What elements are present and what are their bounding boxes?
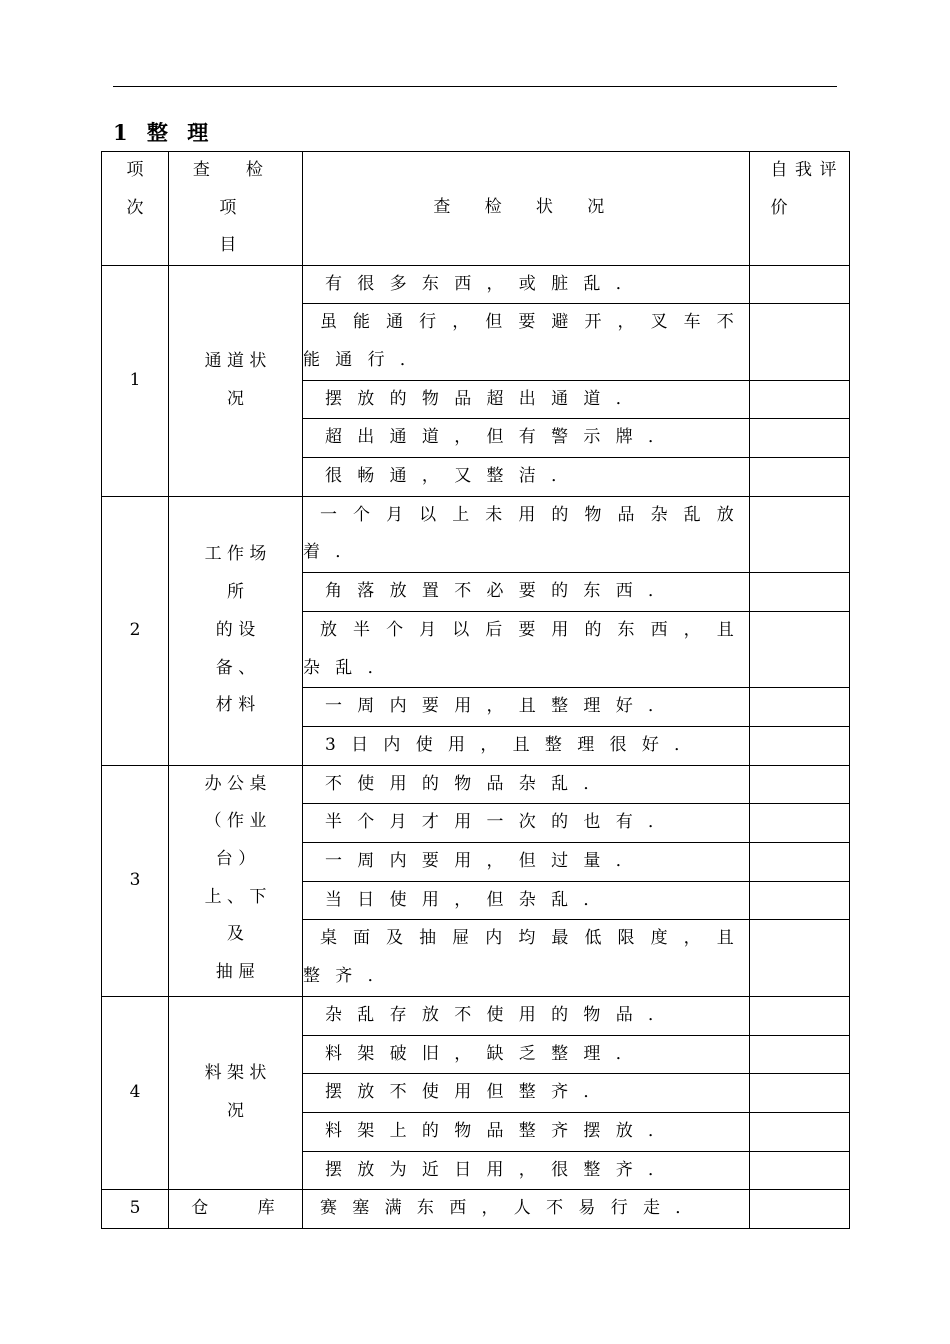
table-row: [102, 996, 850, 1035]
condition-cell: 很畅通，又整洁．: [303, 458, 750, 497]
condition-cell: 不使用的物品杂乱．: [303, 765, 750, 804]
header-no: 项次: [102, 152, 169, 266]
condition-cell: 赛塞满东西，人不易行走．: [303, 1190, 750, 1229]
self-eval-cell: [750, 843, 850, 882]
inspection-table: [101, 151, 850, 1229]
header-self-eval: 自我评价: [750, 152, 850, 266]
self-eval-cell: [750, 1074, 850, 1113]
section-4-item: 料 架 状 况: [169, 996, 303, 1190]
self-eval-cell: [750, 996, 850, 1035]
header-rule: [113, 86, 837, 87]
header-row: [102, 152, 850, 266]
self-eval-cell: [750, 419, 850, 458]
condition-cell: 桌面及抽屉内均最低限度，且整齐．: [303, 920, 750, 996]
self-eval-cell: [750, 1190, 850, 1229]
self-eval-cell: [750, 1035, 850, 1074]
condition-cell: 虽能通行，但要避开，叉车不能通行．: [303, 304, 750, 380]
condition-cell: 一个月以上未用的物品杂乱放着．: [303, 496, 750, 572]
condition-cell: 杂乱存放不使用的物品．: [303, 996, 750, 1035]
condition-cell: 半个月才用一次的也有．: [303, 804, 750, 843]
section-3-no: 3: [102, 765, 169, 996]
self-eval-cell: [750, 920, 850, 996]
self-eval-cell: [750, 726, 850, 765]
condition-cell: 摆放不使用但整齐．: [303, 1074, 750, 1113]
self-eval-cell: [750, 611, 850, 687]
condition-cell: 摆放为近日用，很整齐．: [303, 1151, 750, 1190]
table-row: [102, 496, 850, 572]
condition-cell: 料架上的物品整齐摆放．: [303, 1112, 750, 1151]
self-eval-cell: [750, 881, 850, 920]
header-condition: 查 检 状 况: [303, 152, 750, 266]
condition-cell: 3日内使用，且整理很好．: [303, 726, 750, 765]
condition-cell: 料架破旧，缺乏整理．: [303, 1035, 750, 1074]
section-1-no: 1: [102, 265, 169, 496]
self-eval-cell: [750, 1151, 850, 1190]
table-row: [102, 265, 850, 304]
table-row: [102, 765, 850, 804]
section-5-no: 5: [102, 1190, 169, 1229]
section-1-item: 通 道 状 况: [169, 265, 303, 496]
section-3-item: 办 公 桌 （ 作 业 台 ） 上 、 下 及 抽 屉: [169, 765, 303, 996]
section-5-item: 仓 库: [169, 1190, 303, 1229]
condition-cell: 当日使用，但杂乱．: [303, 881, 750, 920]
condition-cell: 一周内要用，且整理好．: [303, 688, 750, 727]
section-title: 1 整 理: [113, 120, 215, 145]
condition-cell: 一周内要用，但过量．: [303, 843, 750, 882]
section-4-no: 4: [102, 996, 169, 1190]
section-2-item: 工 作 场 所 的 设 备 、 材 料: [169, 496, 303, 765]
self-eval-cell: [750, 804, 850, 843]
self-eval-cell: [750, 1112, 850, 1151]
self-eval-cell: [750, 304, 850, 380]
table-row: [102, 1190, 850, 1229]
condition-cell: 超出通道，但有警示牌．: [303, 419, 750, 458]
self-eval-cell: [750, 765, 850, 804]
section-2-no: 2: [102, 496, 169, 765]
self-eval-cell: [750, 458, 850, 497]
condition-cell: 放半个月以后要用的东西，且杂乱．: [303, 611, 750, 687]
self-eval-cell: [750, 573, 850, 612]
self-eval-cell: [750, 380, 850, 419]
condition-cell: 摆放的物品超出通道．: [303, 380, 750, 419]
condition-cell: 有很多东西，或脏乱．: [303, 265, 750, 304]
self-eval-cell: [750, 496, 850, 572]
self-eval-cell: [750, 688, 850, 727]
condition-cell: 角落放置不必要的东西．: [303, 573, 750, 612]
header-item: 查 检 项 目: [169, 152, 303, 266]
self-eval-cell: [750, 265, 850, 304]
